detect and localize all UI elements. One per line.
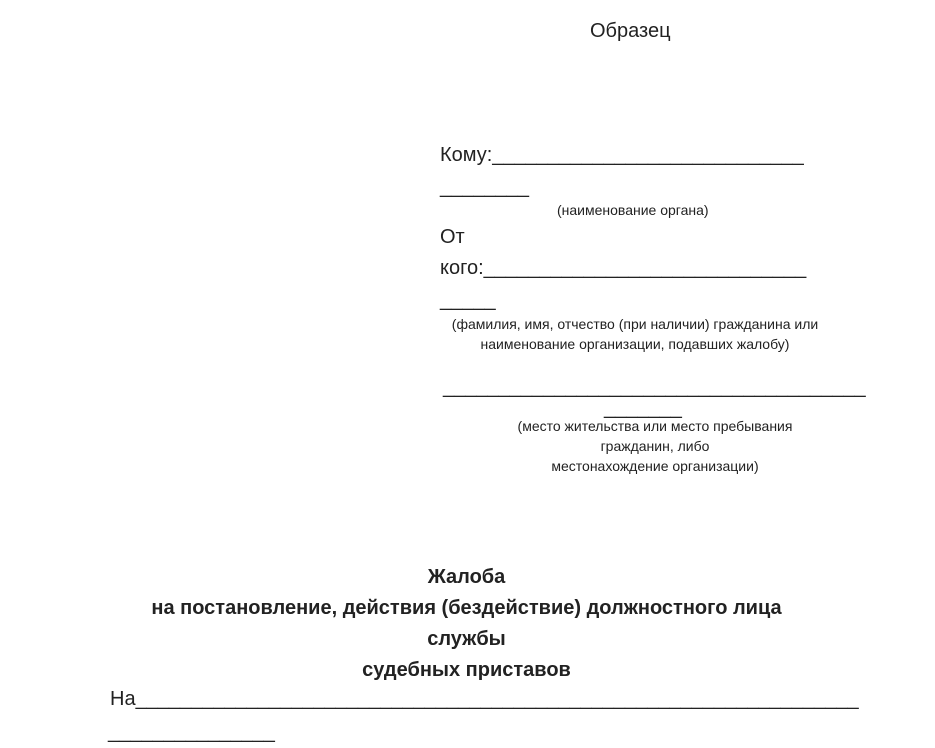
address-field-line: ______________________________________ (443, 376, 866, 398)
address-hint-line1: (место жительства или место пребывания (517, 418, 793, 434)
to-field-continuation: ________ (440, 176, 529, 198)
sample-label: Образец (590, 20, 671, 42)
title-line-complaint: Жалоба (427, 566, 506, 588)
address-hint-line2: гражданин, либо (600, 438, 710, 454)
from-field-continuation: _____ (440, 289, 496, 311)
to-field-line: Кому:____________________________ (440, 144, 804, 166)
on-field-continuation: _______________ (108, 721, 275, 743)
on-field-line: На_________________________________________________________________ (110, 688, 859, 710)
title-line-bailiffs: судебных приставов (362, 659, 571, 681)
from-field-hint-line1: (фамилия, имя, отчество (при наличии) гражданина или (451, 316, 819, 332)
document-title (0, 562, 935, 686)
from-field-hint-line2: наименование организации, подавших жалобу) (480, 336, 790, 352)
from-label: От (440, 226, 465, 248)
to-field-hint: (наименование органа) (557, 202, 709, 218)
from-field-line: кого:_____________________________ (440, 257, 807, 279)
title-line-subject: на постановление, действия (бездействие) должностного лица (151, 597, 782, 619)
title-line-service: службы (427, 628, 506, 650)
address-hint-line3: местонахождение организации) (551, 458, 759, 474)
address-field-continuation: _______ (604, 397, 682, 419)
